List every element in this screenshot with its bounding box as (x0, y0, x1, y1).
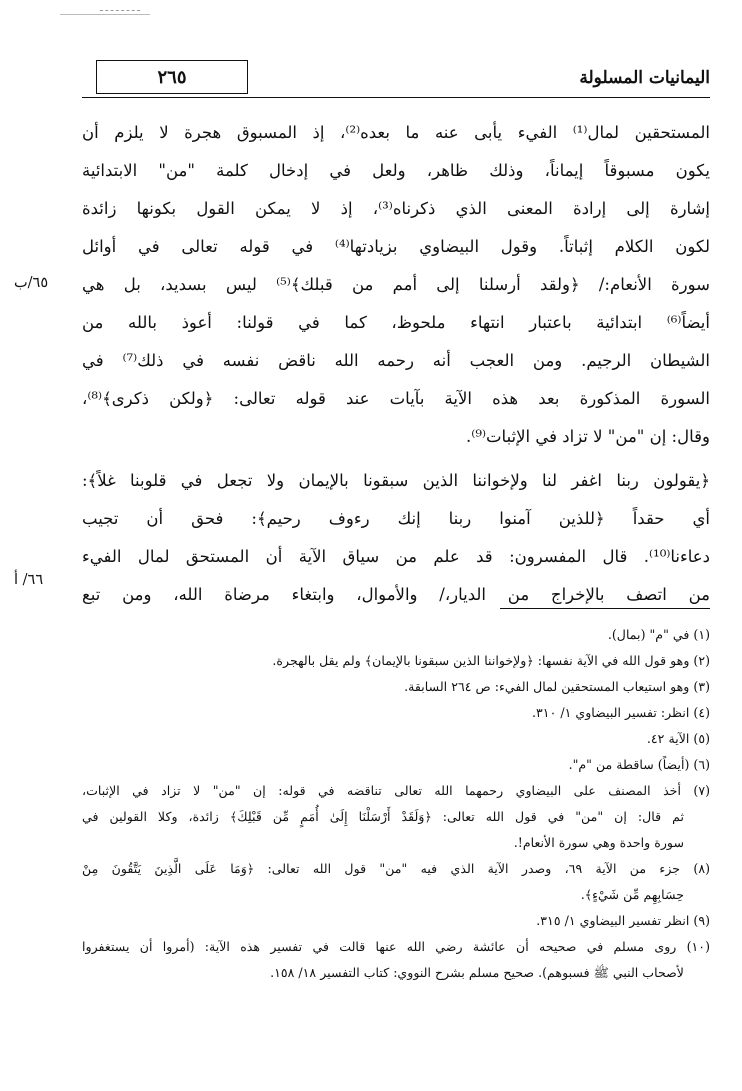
footnote: (٨) جزء من الآية ٦٩، وصدر الآية الذي فيه "من" قول الله تعالى: ﴿وَمَا عَلَى الَّذِينَ يَتَّقُونَ مِنْ (82, 861, 710, 876)
footnote: (١) في "م" (بمال). (607, 627, 710, 642)
body-line: السورة المذكورة بعد هذه الآية بآيات عند قوله تعالى: ﴿ولكن ذكرى﴾⁽⁸⁾، (82, 389, 710, 408)
body-line: الشيطان الرجيم. ومن العجب أنه رحمه الله ناقض نفسه في ذلك⁽⁷⁾ في (82, 351, 710, 370)
body-line: أي حقداً ﴿للذين آمنوا ربنا إنك رءوف رحيم﴾: فحق أن تجيب (82, 509, 710, 528)
body-line: سورة الأنعام:/ ﴿ولقد أرسلنا إلى أمم من قبلك﴾⁽⁵⁾ ليس بسديد، بل هي (82, 275, 710, 294)
body-line: من اتصف بالإخراج من الديار،/ والأموال، وابتغاء مرضاة الله، ومن تبع (82, 585, 710, 604)
footnote: (١٠) روى مسلم في صحيحه أن عائشة رضي الله عنها قالت في تفسير هذه الآية: (أمروا أن يستغفروا (82, 939, 710, 954)
header-rule (82, 97, 710, 98)
page-number: ٢٦٥ (96, 60, 248, 94)
footnote: (٣) وهو استيعاب المستحقين لمال الفيء: ص ٢٦٤ السابقة. (404, 679, 710, 694)
footnote: (٦) (أيضاً) ساقطة من "م". (568, 757, 710, 772)
body-line: المستحقين لمال⁽¹⁾ الفيء يأبى عنه ما بعده⁽²⁾، إذ المسبوق هجرة لا يلزم أن (82, 123, 710, 142)
body-line: وقال: إن "من" لا تزاد في الإثبات⁽⁹⁾. (466, 427, 710, 446)
footnotes (82, 622, 710, 986)
body-line: أيضاً⁽⁶⁾ ابتدائية باعتبار انتهاء ملحوظ، كما في قولنا: أعوذ بالله من (82, 313, 710, 332)
footnote: (٢) وهو قول الله في الآية نفسها: ﴿ولإخواننا الذين سبقونا بالإيمان﴾ ولم يقل بالهجرة. (272, 653, 710, 668)
folio-marker: ٦٥/ب (14, 275, 49, 291)
body-text (82, 114, 710, 614)
footnote-separator (500, 608, 710, 609)
footnote-continuation: حِسَابِهِم مِّن شَيْءٍ﴾. (580, 887, 684, 902)
footnote: (٤) انظر: تفسير البيضاوي ١/ ٣١٠. (532, 705, 710, 720)
body-line: دعاءنا⁽¹⁰⁾. قال المفسرون: قد علم من سياق الآية أن المستحق لمال الفيء (82, 547, 710, 566)
body-line: يكون مسبوقاً إيماناً، وذلك ظاهر، ولعل في إدخال كلمة "من" الابتدائية (82, 161, 710, 180)
folio-marker: ٦٦/ أ (14, 572, 44, 588)
footnote-continuation: ثم قال: إن "من" في قول الله تعالى: ﴿وَلَقَدْ أَرْسَلْنَا إِلَىٰ أُمَمٍ مِّن قَبْلِكَ﴾ زائدة، وكلا القولين في (82, 809, 684, 824)
page-header (82, 60, 710, 100)
verse-line: ﴿يقولون ربنا اغفر لنا ولإخواننا الذين سبقونا بالإيمان ولا تجعل في قلوبنا غلاً﴾: (82, 471, 710, 490)
footnote-continuation: سورة واحدة وهي سورة الأنعام!. (513, 835, 684, 850)
footnote: (٧) أخذ المصنف على البيضاوي رحمهما الله تعالى تناقضه في قوله: إن "من" لا تزاد في الإثبات، (82, 783, 710, 798)
scan-artifact (60, 14, 150, 21)
footnote-continuation: لأصحاب النبي ﷺ فسبوهم). صحيح مسلم بشرح النووي: كتاب التفسير ١٨/ ١٥٨. (270, 965, 684, 980)
scan-artifact (100, 10, 140, 11)
footnote: (٩) انظر تفسير البيضاوي ١/ ٣١٥. (536, 913, 710, 928)
body-line: لكون الكلام إثباتاً. وقول البيضاوي بزيادتها⁽⁴⁾ في قوله تعالى في أوائل (82, 237, 710, 256)
running-title: اليمانيات المسلولة (579, 68, 710, 88)
footnote: (٥) الآية ٤٢. (646, 731, 710, 746)
body-line: إشارة إلى إرادة المعنى الذي ذكرناه⁽³⁾، إذ لا يمكن القول بكونها زائدة (82, 199, 710, 218)
